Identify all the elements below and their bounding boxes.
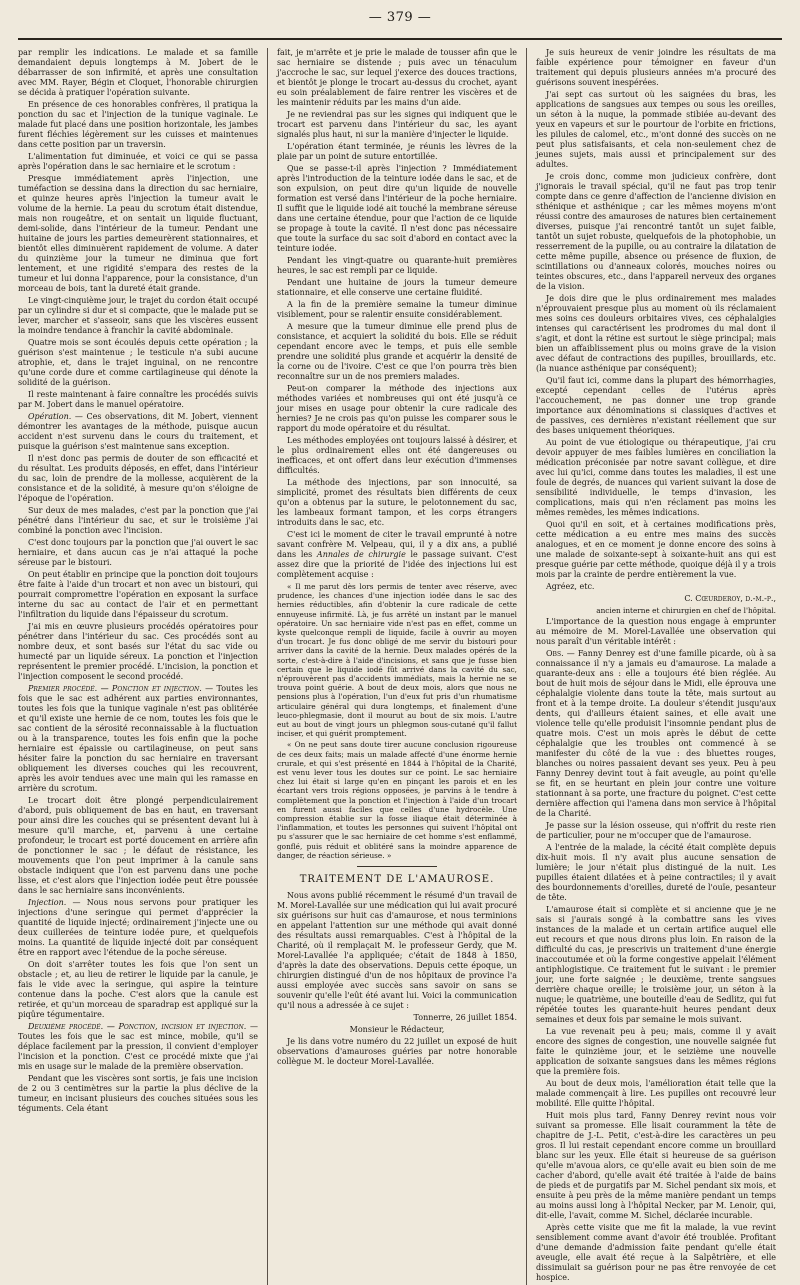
paragraph: Sur deux de mes malades, c'est par la ponction que j'ai pénétré dans l'intérieur du sac, et sur le troisième j'ai combiné la ponction avec l'incision. bbox=[18, 506, 258, 535]
paragraph: Huit mois plus tard, Fanny Denrey revint nous voir suivant sa promesse. Elle lisait couramment la tête de chapitre de J.-L. Petit, c'est-à-dire les caractères un peu gros. Il lui restait cependant encore comme un brouillard blanc sur les yeux. Elle était si heureuse de sa guérison qu'elle m'avoua alors, ce qu'elle avait eu bien soin de me cacher d'abord, qu'elle avait été traitée à l'aide de bains de pieds et de purgatifs par M. Sichel pendant six mois, et ensuite à peu près de la même manière pendant un temps au moins aussi long à l'hôpital Necker, par M. Lenoir, qui, dit-elle, l'avait, comme M. Sichel, déclarée incurable. bbox=[536, 1111, 776, 1221]
paragraph-text: — Ces observations, dit M. Jobert, viennent démontrer les avantages de la méthode, puisque aucun accident n'est survenu dans le cours du traitement, et puisque la guérison s'est maintenue sans exception. bbox=[18, 412, 258, 451]
paragraph bbox=[277, 530, 517, 580]
paragraph: Presque immédiatement après l'injection, une tuméfaction se dessina dans la direction du sac herniaire, et quinze heures après l'injection la tumeur avait le volume de la hernie. La peau du scrotum était distendue, mais non rougeâtre, et on sentait un liquide fluctuant, demi-solide, dans l'intérieur de la tumeur. Pendant une huitaine de jours les parties demeurèrent stationnaires, et bientôt elles diminuèrent rapidement de volume. A dater du quinzième jour la tumeur ne diminua que fort lentement, et une rigidité s'empara des restes de la tumeur et lui donna l'apparence, pour la consistance, d'un morceau de bois, tant la dureté était grande. bbox=[18, 174, 258, 293]
paragraph-text: C'est ici le moment de citer le travail emprunté à notre savant confrère M. Velpeau, qui, il y a dix ans, a publié dans les bbox=[277, 530, 517, 559]
paragraph: A mesure que la tumeur diminue elle prend plus de consistance, et acquiert la solidité du bois. Elle se réduit cependant encore avec le temps, et puis elle semble prendre une solidité plus grande et acquérir la densité de la corne ou de l'ivoire. C'est ce que l'on pourra très bien reconnaître sur un de nos premiers malades. bbox=[277, 322, 517, 381]
paragraph: Quoi qu'il en soit, et à certaines modifications près, cette médication a eu entre mes mains des succès analogues, et en ce moment je donne encore des soins à une malade de soixante-sept à soixante-huit ans qui est presque guérie par cette méthode, quoique déjà il y a trois mois par la crainte de perdre entièrement la vue. bbox=[536, 520, 776, 579]
letter-closing: Agréez, etc. bbox=[546, 582, 595, 591]
paragraph: Il n'est donc pas permis de douter de son efficacité et du résultat. Les produits déposés, en effet, dans l'intérieur du sac, loin de prendre de la mollesse, acquièrent de la consistance et de la solidité, à mesure qu'on s'éloigne de l'époque de l'opération. bbox=[18, 454, 258, 503]
paragraph bbox=[18, 684, 258, 794]
paragraph: Pendant que les viscères sont sortis, je fais une incision de 2 ou 3 centimètres sur la partie la plus déclive de la tumeur, en incisant plusieurs des couches situées sous les téguments. Cela étant bbox=[18, 1074, 258, 1113]
paragraph: Je suis heureux de venir joindre les résultats de ma faible expérience pour témoigner en faveur d'un traitement qui depuis plusieurs années m'a procuré des guérisons souvent inespérées. bbox=[536, 48, 776, 87]
column-1 bbox=[18, 48, 258, 1285]
column-2 bbox=[277, 48, 517, 1285]
paragraph: C'est donc toujours par la ponction que j'ai ouvert le sac herniaire, et dans aucun cas je n'ai attaqué la poche séreuse par le bistouri. bbox=[18, 538, 258, 567]
letter-salutation: Monsieur le Rédacteur, bbox=[349, 1025, 445, 1035]
header-rule bbox=[18, 38, 782, 40]
paragraph: L'amaurose était si complète et si ancienne que je ne sais si j'aurais songé à la combattre sans les vives instances de la malade et un certain artifice auquel elle eut recours et que nous dirons plus loin. En raison de la difficulté du cas, je prescrivis un traitement d'une énergie inaccoutumée et où la forme congestive appelait l'élément antiphlogistique. Ce traitement fut le suivant : le premier jour, une forte saignée ; le deuxième, trente sangsues derrière chaque oreille; le troisième jour, un séton à la nuque; le quatrième, une bouteille d'eau de Sedlitz, qui fut répétée toutes les quarante-huit heures pendant deux semaines et deux fois par semaine le mois suivant. bbox=[536, 905, 776, 1025]
run-in-heading: Premier procédé. — Ponction et injection. bbox=[28, 684, 202, 693]
paragraph: Au bout de deux mois, l'amélioration était telle que la malade commençait à lire. Les pupilles ont recouvré leur mobilité. Elle quitte l'hôpital. bbox=[536, 1079, 776, 1109]
paragraph: Le trocart doit être plongé perpendiculairement d'abord, puis obliquement de bas en haut, en traversant pour ainsi dire les couches qui se présentent devant lui à mesure qu'il marche, et, parvenu à une certaine profondeur, le trocart est porté doucement en arrière afin de ponctionner le sac ; le défaut de résistance, les mouvements que l'on peut imprimer à la canule sans obstacle indiquent que l'on est parvenu dans une poche lisse, et c'est alors que l'injection iodée peut être poussée dans le sac herniaire sans inconvénients. bbox=[18, 796, 258, 895]
paragraph-text: — Nous nous servons pour pratiquer les injections d'une seringue qui permet d'apprécier la quantité de liquide injecté; ordinairement j'injecte une ou deux cuillerées de teinture iodée pure, et quelquefois moins. La quantité de liquide injecté doit par conséquent être en rapport avec l'étendue de la poche séreuse. bbox=[18, 898, 258, 957]
paragraph: En présence de ces honorables confrères, il pratiqua la ponction du sac et l'injection de la tunique vaginale. Le malade fut placé dans une position horizontale, les jambes furent fléchies légèrement sur les cuisses et maintenues dans cette position par un traversin. bbox=[18, 100, 258, 149]
paragraph: La vue revenait peu à peu; mais, comme il y avait encore des signes de congestion, une nouvelle saignée fut faite le quinzième jour, et le seizième une nouvelle application de soixante sangsues dans les mêmes régions que la première fois. bbox=[536, 1027, 776, 1077]
paragraph: Je ne reviendrai pas sur les signes qui indiquent que le trocart est parvenu dans l'intérieur du sac, les ayant signalés plus haut, ni sur la manière d'injecter le liquide. bbox=[277, 110, 517, 139]
paragraph: La méthode des injections, par son innocuité, sa simplicité, promet des résultats bien différents de ceux qu'on a obtenus par la suture, le pelotonnement du sac, les lambeaux formant tampon, et les corps étrangers introduits dans le sac, etc. bbox=[277, 478, 517, 527]
paragraph: Je crois donc, comme mon judicieux confrère, dont j'ignorais le travail spécial, qu'il ne faut pas trop tenir compte dans ce genre d'affection de l'ancienne division en sthénique et asthénique ; car les mêmes moyens m'ont réussi contre des amauroses de natures bien certainement diverses, puisque j'ai rencontré tantôt un sujet faible, tantôt un sujet robuste, quelquefois de la photophobie, un resserrement de la pupille, ou au contraire la dilatation de cette même pupille, absence ou présence de fluxion, de scintillations ou d'anneaux colorés, mouches noires ou teintes obscures, etc., dans l'appareil nerveux des organes de la vision. bbox=[536, 172, 776, 291]
paragraph: A l'entrée de la malade, la cécité était complète depuis dix-huit mois. Il n'y avait plus aucune sensation de lumière; le jour n'était plus distingué de la nuit. Les pupilles étaient dilatées et à peine contractiles; il y avait des bourdonnements d'oreilles, dureté de l'ouïe, pesanteur de tête. bbox=[536, 843, 776, 903]
paragraph bbox=[536, 649, 776, 819]
paragraph bbox=[18, 412, 258, 452]
run-in-heading: Obs. bbox=[546, 649, 564, 659]
paragraph: Je passe sur la lésion osseuse, qui n'offrit du reste rien de particulier, pour ne m'occuper que de l'amaurose. bbox=[536, 821, 776, 841]
paragraph: Le vingt-cinquième jour, le trajet du cordon était occupé par un cylindre si dur et si compacte, que le malade put se lever, marcher et s'asseoir, sans que les viscères eussent la moindre tendance à franchir la cavité abdominale. bbox=[18, 296, 258, 335]
section-title: TRAITEMENT DE L'AMAUROSE. bbox=[299, 874, 495, 886]
column-separator bbox=[526, 48, 527, 1285]
section-rule bbox=[357, 866, 437, 867]
paragraph: Je lis dans votre numéro du 22 juillet un exposé de huit observations d'amauroses guéries par notre honorable collègue M. le docteur Morel-Lavallée. bbox=[277, 1037, 517, 1067]
paragraph: Je dois dire que le plus ordinairement mes malades n'éprouvaient presque plus au moment où ils réclamaient mes soins ces douleurs orbitaires vives, ces céphalalgies intenses qui caractérisent les prodromes du mal dont il s'agit, et dont la rétine est surtout le siège principal; mais bien un affaiblissement plus ou moins grave de la vision avec défaut de contractions des pupilles, brouillards, etc. (la nuance asthénique par conséquent); bbox=[536, 294, 776, 373]
paragraph: Il reste maintenant à faire connaître les procédés suivis par M. Jobert dans le manuel opératoire. bbox=[18, 390, 258, 409]
paragraph: On peut établir en principe que la ponction doit toujours être faite à l'aide d'un trocart et non avec un bistouri, qui pourrait compromettre l'opération en exposant la surface interne du sac au contact de l'air et en permettant l'infiltration du liquide dans l'épaisseur du scrotum. bbox=[18, 570, 258, 619]
letter-signature: C. Cœurderoy, d.-m.-p., bbox=[684, 594, 776, 603]
run-in-heading: Deuxième procédé. — Ponction, incision et injection. bbox=[28, 1022, 247, 1031]
paragraph: On doit s'arrêter toutes les fois que l'on sent un obstacle ; et, au lieu de retirer le liquide par la canule, je fais le vide avec la seringue, qui aspire la teinture contenue dans la poche. C'est alors que la canule est retirée, et qu'un morceau de sparadrap est appliqué sur la piqûre tégumentaire. bbox=[18, 960, 258, 1019]
journal-title: Annales de chirurgie bbox=[316, 550, 406, 559]
paragraph: Pendant une huitaine de jours la tumeur demeure stationnaire, et elle conserve une certaine fluidité. bbox=[277, 278, 517, 297]
paragraph: par remplir les indications. Le malade et sa famille demandaient depuis longtemps à M. Jobert de le débarrasser de son infirmité, et après une consultation avec MM. Rayer, Bégin et Cloquet, l'honorable chirurgien se décida à pratiquer l'opération suivante. bbox=[18, 48, 258, 97]
paragraph: J'ai mis en œuvre plusieurs procédés opératoires pour pénétrer dans l'intérieur du sac. Ces procédés sont au nombre deux, et sont basés sur l'état du sac vide ou humecté par un liquide séreux. La ponction et l'injection représentent le premier procédé. L'incision, la ponction et l'injection composent le second procédé. bbox=[18, 622, 258, 681]
paragraph: A la fin de la première semaine la tumeur diminue visiblement, pour se ralentir ensuite considérablement. bbox=[277, 300, 517, 319]
signature-role: ancien interne et chirurgien en chef de l'hôpital. bbox=[596, 606, 776, 615]
paragraph: Après cette visite que me fit la malade, la vue revint sensiblement comme avant d'avoir été troublée. Profitant d'une demande d'admission faite pendant qu'elle était aveugle, elle avait été reçue à la Salpêtrière, et elle dissimulait sa guérison pour ne pas être renvoyée de cet hospice. bbox=[536, 1223, 776, 1283]
paragraph-text: le passage suivant. C'est assez dire que la priorité de l'idée des injections lui est complètement acquise : bbox=[277, 550, 517, 579]
paragraph: fait, je m'arrête et je prie le malade de tousser afin que le sac herniaire se distende ; puis avec un ténaculum j'accroche le sac, sur lequel j'exerce des douces tractions, et bientôt je plonge le trocart au-dessus du crochet, ayant eu soin préalablement de faire rentrer les viscères et de les maintenir réduits par les mains d'un aide. bbox=[277, 48, 517, 107]
paragraph: L'opération étant terminée, je réunis les lèvres de la plaie par un point de suture entortillée. bbox=[277, 142, 517, 161]
paragraph: Nous avons publié récemment le résumé d'un travail de M. Morel-Lavallée sur une médication qui lui avait procuré six guérisons sur huit cas d'amaurose, et nous terminions en appelant l'attention sur une méthode qui avait donné des résultats aussi remarquables. C'est à l'hôpital de la Charité, où il remplaçait M. le professeur Gerdy, que M. Morel-Lavallée l'a appliquée; c'était de 1848 à 1850, d'après la date des observations. Depuis cette époque, un chirurgien distingué d'un de nos hôpitaux de province l'a aussi employée avec succès sans savoir on sans se souvenir qu'elle l'eût été avant lui. Voici la communication qu'il nous a adressée à ce sujet : bbox=[277, 891, 517, 1011]
column-3 bbox=[536, 48, 776, 1285]
run-in-heading: Injection. bbox=[28, 898, 67, 907]
quotation: « On ne peut sans doute tirer aucune conclusion rigoureuse de ces deux faits; mais un malade affecté d'une énorme hernie crurale, et qui s'est présenté en 1844 à l'hôpital de la Charité, est venu lever tous les doutes sur ce point. Le sac herniaire chez lui était si large qu'en en pinçant les parois et en les écartant vers trois régions opposées, je parvins à le tendre à complètement que la ponction et l'injection à l'aide d'un trocart en furent aussi faciles que celles d'une hydrocèle. Une compression établie sur la fosse iliaque était déterminée à l'inflammation, et toutes les personnes qui suivent l'hôpital ont pu s'assurer que le sac herniaire de cet homme s'est enflammé, gonflé, puis réduit et oblitéré sans la moindre apparence de danger, de réaction sérieuse. » bbox=[277, 740, 517, 860]
page-number: — 379 — bbox=[368, 10, 432, 25]
paragraph bbox=[18, 898, 258, 958]
paragraph: Quatre mois se sont écoulés depuis cette opération ; la guérison s'est maintenue ; le testicule n'a subi aucune atrophie, et, dans le trajet inguinal, on ne rencontre qu'une corde dure et comme cartilagineuse qui dénote la solidité de la guérison. bbox=[18, 338, 258, 387]
paragraph: Les méthodes employées ont toujours laissé à désirer, et le plus ordinairement elles ont été dangereuses ou inefficaces, et ont offert dans leur exécution d'immenses difficultés. bbox=[277, 436, 517, 475]
quotation: « Il me parut dès lors permis de tenter avec réserve, avec prudence, les chances d'une injection iodée dans le sac des hernies réductibles, afin d'obtenir la cure radicale de cette ennuyeuse infirmité. Là, je fus arrêté un instant par le manuel opératoire. Un sac herniaire vide n'est pas en effet, comme un kyste quelconque rempli de liquide, facile à ouvrir au moyen d'un trocart. Je fus donc obligé de me servir du bistouri pour arriver dans la cavité de la hernie. Deux malades opérés de la sorte, c'est-à-dire à l'aide d'incisions, et sans que je fusse bien certain que le liquide iodé fût arrivé dans la cavité du sac, n'éprouvèrent pas d'accidents immédiats, mais la hernie ne se trouva point guérie. A bout de deux mois, alors que nous ne pensions plus à l'opération, l'un d'eux fut pris d'un rhumatisme articulaire général qui dura longtemps, et finalement d'une leuco-phlegmasie, dont il mourut au bout de six mois. L'autre eut au bout de vingt jours un phlegmon sous-cutané qu'il fallut inciser, et qui guérit promptement. bbox=[277, 582, 517, 739]
column-separator bbox=[267, 48, 268, 1285]
paragraph: Qu'il faut ici, comme dans la plupart des hémorrhagies, excepté cependant celles de l'utérus après l'accouchement, ne pas donner une trop grande importance aux dénominations si classiques d'actives et de passives, ces dernières n'existant réellement que sur des bases uniquement théoriques. bbox=[536, 376, 776, 435]
text-columns bbox=[18, 48, 782, 1283]
paragraph: Peut-on comparer la méthode des injections aux méthodes variées et nombreuses qui ont été jusqu'à ce jour mises en usage pour obtenir la cure radicale des hernies? Je ne crois pas qu'on puisse les comparer sous le rapport du mode opératoire et du résultat. bbox=[277, 384, 517, 433]
run-in-heading: Opération. bbox=[28, 412, 72, 421]
paragraph: L'alimentation fut diminuée, et voici ce qui se passa après l'opération dans le sac herniaire et le scrotum : bbox=[18, 152, 258, 171]
paragraph bbox=[18, 1022, 258, 1072]
paragraph-text: — Fanny Denrey est d'une famille picarde, où à sa connaissance il n'y a jamais eu d'amaurose. La malade a quarante-deux ans : elle a toujours été bien réglée. Au bout de huit mois de séjour dans le Midi, elle éprouva une céphalalgie violente dans toute la tête, mais surtout au front et à la tempe droite. La douleur s'étendit jusqu'aux dents, qui d'ailleurs étaient saines, et elle avait une violence telle qu'elle produisit l'insomnie pendant plus de quatre mois. C'est un mois après le début de cette céphalalgie que les troubles ont commencé à se manifester du côté de la vue : des bluettes rouges, blanches ou noires passaient devant ses yeux. Peu à peu Fanny Denrey devint tout à fait aveugle, au point qu'elle se fit, en se heurtant en plein jour contre une voiture stationnant à sa porte, une fracture du poignet. C'est cette dernière affection qui l'amena dans mon service à l'hôpital de la Charité. bbox=[536, 649, 776, 819]
paragraph: J'ai sept cas surtout où les saignées du bras, les applications de sangsues aux tempes ou sous les oreilles, un séton à la nuque, la pommade stibiée au-devant des yeux en vapeurs et sur le pourtour de l'orbite en frictions, les pilules de calomel, etc., m'ont donné des succès on ne peut plus satisfaisants, et cela non-seulement chez de jeunes sujets, mais aussi et principalement sur des adultes. bbox=[536, 90, 776, 169]
paragraph: Pendant les vingt-quatre ou quarante-huit premières heures, le sac est rempli par ce liquide. bbox=[277, 256, 517, 275]
paragraph-text: — Toutes les fois que le sac est adhérent aux parties environnantes, toutes les fois que la tunique vaginale n'est pas oblitérée et qu'il existe une hernie de ce nom, toutes les fois que le sac contient de la sérosité reconnaissable à la fluctuation ou à la transparence, toutes les fois enfin que la poche herniaire est épaissie ou cartilagineuse, on peut sans hésiter faire la ponction du sac herniaire en traversant obliquement les diverses couches qui les recouvrent, après les avoir tendues avec une main qui les ramasse en arrière du scrotum. bbox=[18, 684, 258, 793]
paragraph: L'importance de la question nous engage à emprunter au mémoire de M. Morel-Lavallée une observation qui nous paraît d'un véritable intérêt : bbox=[536, 617, 776, 647]
paragraph: Que se passe-t-il après l'injection ? Immédiatement après l'introduction de la teinture iodée dans le sac, et de son expulsion, on peut dire qu'un liquide de nouvelle formation est versé dans l'intérieur de la poche herniaire. Il suffit que le liquide iodé ait touché la membrane séreuse dans une certaine étendue, pour que l'action de ce liquide se propage à toute la cavité. Il n'est donc pas nécessaire que toute la surface du sac soit d'abord en contact avec la teinture iodée. bbox=[277, 164, 517, 253]
letter-date: Tonnerre, 26 juillet 1854. bbox=[413, 1013, 517, 1023]
paragraph: Au point de vue étiologique ou thérapeutique, j'ai cru devoir appuyer de mes faibles lumières en conciliation la médication préconisée par notre savant collègue, et dire avec lui qu'ici, comme dans toutes les maladies, il est une foule de degrés, de nuances qui varient suivant la dose de sensibilité individuelle, le temps d'invasion, les complications, mais qui n'en réclament pas moins les mêmes remèdes, les mêmes indications. bbox=[536, 438, 776, 517]
paragraph-text: — Toutes les fois que le sac est mince, mobile, qu'il se déplace facilement par la pression, il convient d'employer l'incision et la ponction. C'est ce procédé mixte que j'ai mis en usage sur le malade de la première observation. bbox=[18, 1022, 259, 1071]
